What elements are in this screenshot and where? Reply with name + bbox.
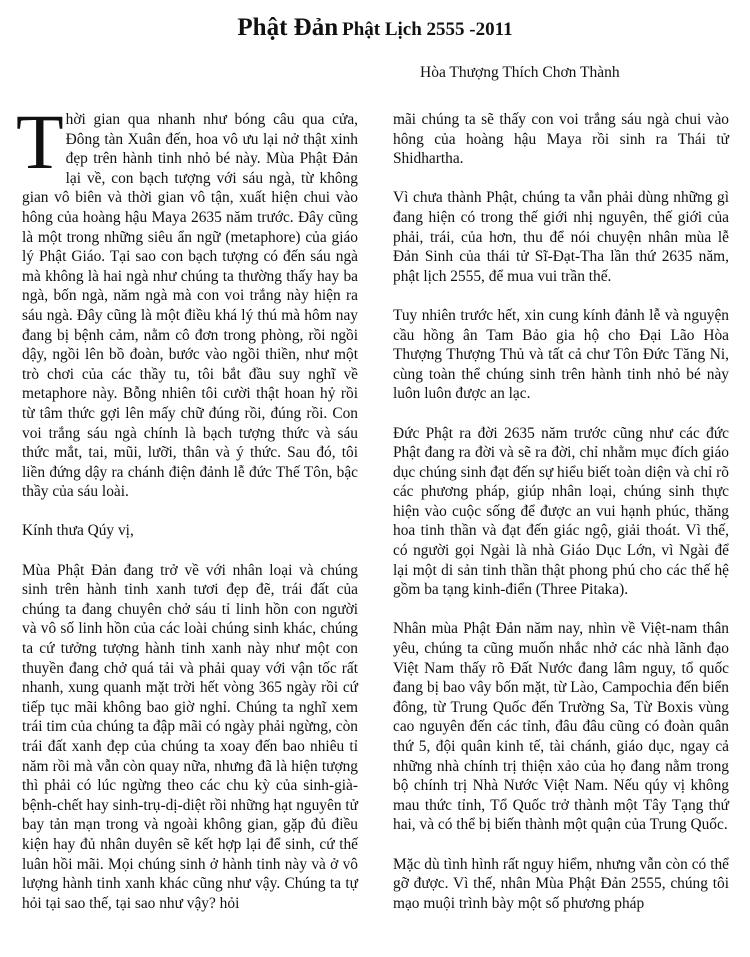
page-title [0, 14, 750, 43]
paragraph-earth: Mùa Phật Đản đang trở về với nhân loại và chúng sinh trên hành tinh xanh tươi đẹp đẽ, trái đất của chúng ta đang chuyên chở sáu tỉ linh hồn con người và vô số linh hồn của các loài chúng sinh khác, chúng ta cứ tưởng tượng hành tinh xanh này như một con thuyền đang chở quá tải và phải quay với vận tốc rất nhanh, xung quanh mặt trời hết vòng 365 ngày rồi cứ tiếp tục mãi không bao giờ nghỉ. Chúng ta nghĩ xem trái tim của chúng ta đập mãi có ngày phải ngừng, còn trái đất xanh đẹp của chúng ta xoay đến bao nhiêu tỉ năm rồi mà vẫn còn quay nữa, nhưng đã là hiện tượng thì phải có lúc ngừng theo các chu kỳ của sinh-già-bệnh-chết hay sinh-trụ-dị-diệt rồi những hạt nguyên tử bay tản mạn trong và ngoài không gian, gặp đủ điều kiện hay đủ nhân duyên sẽ kết hợp lại để sinh, cứ thế luân hồi mãi. Mọi chúng sinh ở hành tinh này và ở vô lượng hành tinh xanh khác cũng như vậy. Chúng ta tự hỏi tại sao thế, tại sao như vậy? hỏi [22, 561, 358, 912]
paragraph-intro [16, 98, 358, 502]
paragraph-closing: Mặc dù tình hình rất nguy hiểm, nhưng vẫn còn có thể gỡ được. Vì thế, nhân Mùa Phật Đản 2555, chúng tôi mạo muội trình bày một số phương pháp [393, 855, 729, 912]
left-column [16, 98, 358, 933]
paragraph-buddha-birth: Đức Phật ra đời 2635 năm trước cũng như các đức Phật đang ra đời và sẽ ra đời, chỉ nhằm mục đích giáo dục chúng sinh đạt đến sự hiểu biết toàn diện và chỉ rõ các phương pháp, giúp nhân loại, chúng sinh thực hiện vào cuộc sống để được an vui hạnh phúc, thăng hoa tinh thần và đạt đến giác ngộ, giải thoát. Vì thế, có người gọi Ngài là nhà Giáo Dục Lớn, vì Ngài để lại một di sản tinh thần thật phong phú cho các thế hệ gồm ba tạng kinh-điển (Three Pitaka). [393, 424, 729, 599]
title-subtitle: Phật Lịch 2555 -2011 [342, 19, 513, 40]
title-main: Phật Đản [237, 14, 339, 41]
paragraph-vietnam: Nhân mùa Phật Đản năm nay, nhìn về Việt-nam thân yêu, chúng ta cũng muốn nhắc nhở các nhà lãnh đạo Việt Nam thấy rõ Đất Nước đang lâm nguy, tổ quốc đang bị bao vây bốn mặt, từ Lào, Campochia đến biển đông, từ Trung Quốc đến Trường Sa, Từ Boxis vùng cao nguyên đến các tỉnh, đâu đâu cũng có đoàn quân thứ 5, đội quân kinh tế, tài chánh, giáo dục, ngay cả những nhà chính trị thiện xảo của họ đang nằm trong bộ chính trị Nhà Nước Việt Nam. Nếu qúy vị không mau thức tỉnh, Tổ Quốc trở thành một Tây Tạng thứ hai, và có thể bị biến thành một quận của Trung Quốc. [393, 620, 729, 834]
paragraph-intro-text: hời gian qua nhanh như bóng câu qua cửa, Đông tàn Xuân đến, hoa vô ưu lại nở thật xinh đẹp trên hành tinh nhỏ bé này. Mùa Phật Đản lại về, con bạch tượng với sáu ngà, từ không gian vô biên và thời gian vô tận, xuất hiện chui vào hông của hoàng hậu Maya 2635 năm trước. Đây cũng là một trong những siêu ẩn ngữ (metaphore) của giáo lý Phật Giáo. Tại sao con bạch tượng có đến sáu ngà mà không là hai ngà như chúng ta thường thấy hay ba ngà, bốn ngà, năm ngà mà con voi trắng này hiện ra sáu ngà. Đây cũng là một điều khá lý thú mà hôm nay đang bị bệnh cảm, nằm cô đơn trong phòng, rồi ngồi dậy, ngồi lên bồ đoàn, bước vào ngồi thiền, như một trò chơi của các thầy tu, tôi bắt đầu suy nghĩ về metaphore này. Bỗng nhiên tôi cười thật hoan hỷ rồi từ tâm thức gợi lên mấy chữ đúng rồi, đúng rồi. Con voi trắng sáu ngà chính là bạch tượng thức và sáu thức mắt, tai, mũi, lưỡi, thân và ý thức. Sau đó, tôi liền đứng dậy ra chánh điện đảnh lễ đức Thế Tôn, bậc thầy của sáu loài. [22, 111, 358, 501]
author-byline: Hòa Thượng Thích Chơn Thành [420, 64, 620, 81]
paragraph-homage: Tuy nhiên trước hết, xin cung kính đảnh lễ và nguyện cầu hồng ân Tam Bảo gia hộ cho Đại Lão Hòa Thượng Thượng Thủ và tất cả chư Tôn Đức Tăng Ni, cùng toàn thể chúng sinh trên hành tinh nhỏ bé này luôn luôn được an lạc. [393, 306, 729, 403]
paragraph-duality: Vì chưa thành Phật, chúng ta vẫn phải dùng những gì đang hiện có trong thế giới nhị nguyên, thế giới của phải, trái, của hơn, thu để nói chuyện nhân mùa lễ Đản Sinh của thái tử Sĩ-Đạt-Tha lần thứ 2635 năm, phật lịch 2555, để mua vui trần thế. [393, 189, 729, 285]
drop-cap: T [16, 98, 64, 185]
paragraph-salutation: Kính thưa Qúy vị, [22, 522, 134, 540]
right-column [393, 110, 729, 933]
paragraph-continuation: mãi chúng ta sẽ thấy con voi trắng sáu ngà chui vào hông của hoàng hậu Maya rồi sinh ra Thái tử Shidhartha. [393, 111, 729, 168]
